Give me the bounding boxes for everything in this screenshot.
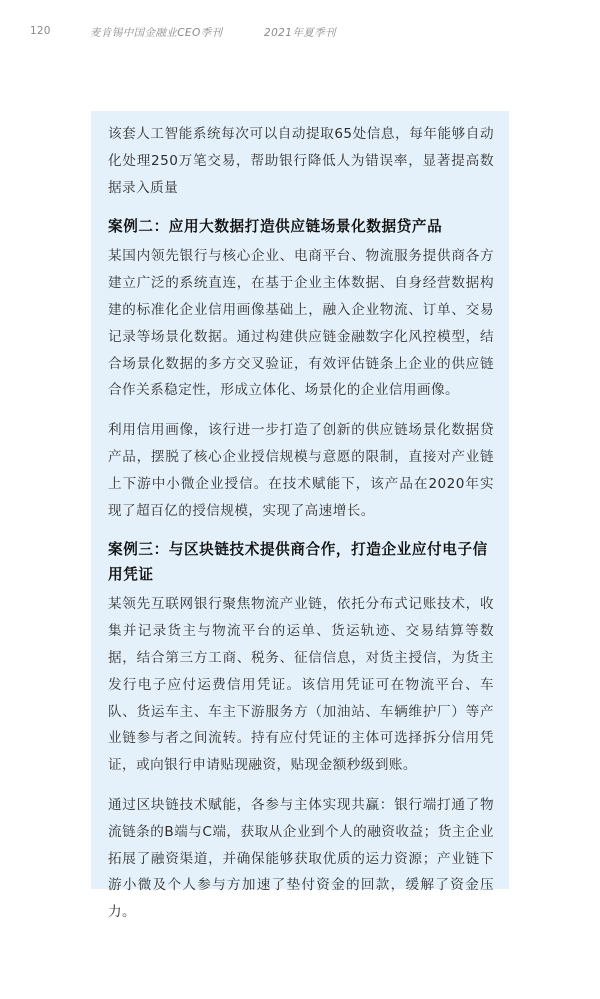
- page-header: [30, 25, 570, 41]
- case2-paragraph-2: 利用信用画像，该行进一步打造了创新的供应链场景化数据贷产品，摆脱了核心企业授信规模与意愿的限制，直接对产业链上下游中小微企业授信。在技术赋能下，该产品在2020年实现了超百亿的授信规模，实现了高速增长。: [108, 422, 494, 519]
- case3-heading: 案例三：与区块链技术提供商合作，打造企业应付电子信用凭证: [108, 541, 488, 584]
- case-study-panel: [91, 111, 509, 921]
- case3-paragraph-2: 通过区块链技术赋能，各参与主体实现共赢：银行端打通了物流链条的B端与C端，获取从企业到个人的融资收益；货主企业拓展了融资渠道，并确保能够获取优质的运力资源；产业链下游小微及个人参与方加速了垫付资金的回款，缓解了资金压力。: [108, 796, 494, 921]
- case2-heading: 案例二：应用大数据打造供应链场景化数据贷产品: [108, 218, 443, 236]
- publication-title: 麦肯锡中国金融业CEO季刊: [90, 27, 223, 39]
- page-number: 120: [30, 25, 51, 37]
- case-study-content: [108, 121, 494, 926]
- case2-paragraph-1: 某国内领先银行与核心企业、电商平台、物流服务提供商各方建立广泛的系统直连，在基于企业主体数据、自身经营数据构建的标准化企业信用画像基础上，融入企业物流、订单、交易记录等场景化数据。通过构建供应链金融数字化风控模型，结合场景化数据的多方交叉验证，有效评估链条上企业的供应链合作关系稳定性，形成立体化、场景化的企业信用画像。: [108, 248, 494, 399]
- publication-issue: 2021年夏季刊: [264, 27, 336, 39]
- case3-paragraph-1: 某领先互联网银行聚焦物流产业链，依托分布式记账技术，收集并记录货主与物流平台的运单、货运轨迹、交易结算等数据，结合第三方工商、税务、征信信息，对货主授信，为货主发行电子应付运费信用凭证。该信用凭证可在物流平台、车队、货运车主、车主下游服务方（加油站、车辆维护厂）等产业链参与者之间流转。持有应付凭证的主体可选择拆分信用凭证，或向银行申请贴现融资，贴现金额秒级到账。: [108, 596, 494, 774]
- intro-paragraph: 该套人工智能系统每次可以自动提取65处信息，每年能够自动化处理250万笔交易，帮助银行降低人为错误率，显著提高数据录入质量: [108, 126, 494, 196]
